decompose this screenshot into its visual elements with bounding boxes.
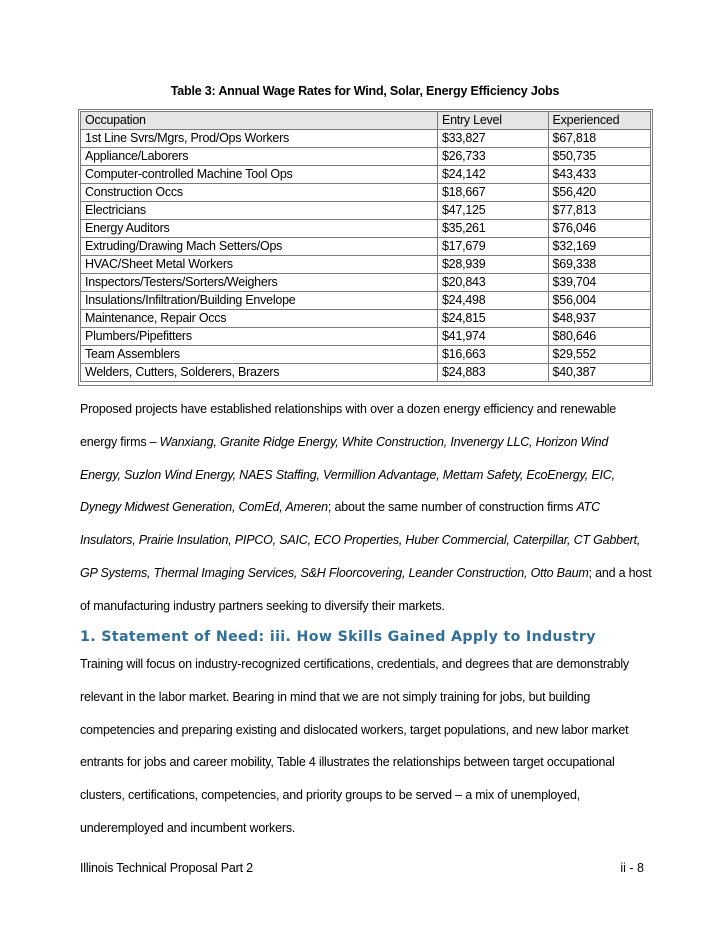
experienced-cell: $39,704 [548, 274, 650, 292]
partner-names: Dynegy Midwest Generation, ComEd, Ameren [80, 500, 328, 515]
entry-level-cell: $16,663 [437, 346, 548, 364]
plain-text: ; about the same number of construction firms [327, 500, 577, 515]
paragraph-line: entrants for jobs and career mobility, Table 4 illustrates the relationships between target occupational [80, 755, 615, 770]
table-row [81, 292, 651, 310]
experienced-cell: $56,004 [548, 292, 650, 310]
paragraph-line: clusters, certifications, competencies, and priority groups to be served – a mix of unemployed, [80, 788, 581, 803]
entry-level-cell: $18,667 [437, 184, 548, 202]
partners-paragraph [80, 393, 655, 623]
plain-text: energy firms – [80, 434, 160, 449]
occupation-cell: Construction Occs [81, 184, 438, 202]
entry-level-cell: $17,679 [437, 238, 548, 256]
entry-level-cell: $24,142 [437, 166, 548, 184]
occupation-cell: HVAC/Sheet Metal Workers [81, 256, 438, 274]
footer-document-title: Illinois Technical Proposal Part 2 [80, 861, 253, 875]
experienced-cell: $43,433 [548, 166, 650, 184]
occupation-cell: Energy Auditors [81, 220, 438, 238]
experienced-cell: $32,169 [548, 238, 650, 256]
occupation-cell: Maintenance, Repair Occs [81, 310, 438, 328]
experienced-cell: $56,420 [548, 184, 650, 202]
partner-names: ATC [576, 500, 600, 515]
paragraph-line [80, 557, 655, 590]
paragraph-line [80, 491, 655, 524]
entry-level-cell: $35,261 [437, 220, 548, 238]
experienced-cell: $29,552 [548, 346, 650, 364]
partner-names: GP Systems, Thermal Imaging Services, S&H Floorcovering, Leander Construction, Otto Baum [80, 565, 589, 580]
paragraph-line: Proposed projects have established relationships with over a dozen energy efficiency and renewable [80, 402, 617, 416]
paragraph-line [80, 426, 655, 459]
table-row [81, 130, 651, 148]
table-row [81, 274, 651, 292]
entry-level-cell: $47,125 [437, 202, 548, 220]
entry-level-cell: $20,843 [437, 274, 548, 292]
column-header-experienced: Experienced [548, 112, 650, 130]
experienced-cell: $50,735 [548, 148, 650, 166]
entry-level-cell: $26,733 [437, 148, 548, 166]
experienced-cell: $48,937 [548, 310, 650, 328]
experienced-cell: $76,046 [548, 220, 650, 238]
experienced-cell: $69,338 [548, 256, 650, 274]
table-body [81, 130, 651, 382]
paragraph-line: underemployed and incumbent workers. [80, 820, 296, 835]
occupation-cell: Insulations/Infiltration/Building Envelope [81, 292, 438, 310]
entry-level-cell: $28,939 [437, 256, 548, 274]
wage-rates-table [80, 111, 651, 382]
occupation-cell: Electricians [81, 202, 438, 220]
occupation-cell: Welders, Cutters, Solderers, Brazers [81, 364, 438, 382]
partner-names: Wanxiang, Granite Ridge Energy, White Construction, Invenergy LLC, Horizon Wind [159, 434, 609, 449]
paragraph-line: of manufacturing industry partners seeking to diversify their markets. [80, 598, 445, 613]
table-row [81, 148, 651, 166]
paragraph-line: relevant in the labor market. Bearing in mind that we are not simply training for jobs, but building [80, 689, 591, 704]
occupation-cell: Team Assemblers [81, 346, 438, 364]
table-row [81, 184, 651, 202]
column-header-entry-level: Entry Level [437, 112, 548, 130]
occupation-cell: Inspectors/Testers/Sorters/Weighers [81, 274, 438, 292]
entry-level-cell: $24,815 [437, 310, 548, 328]
paragraph-line: competencies and preparing existing and dislocated workers, target populations, and new labor market [80, 722, 629, 737]
entry-level-cell: $41,974 [437, 328, 548, 346]
paragraph-line [80, 524, 655, 557]
table-row [81, 202, 651, 220]
table-row [81, 328, 651, 346]
occupation-cell: Appliance/Laborers [81, 148, 438, 166]
table-row [81, 166, 651, 184]
table-row [81, 364, 651, 382]
occupation-cell: Computer-controlled Machine Tool Ops [81, 166, 438, 184]
experienced-cell: $77,813 [548, 202, 650, 220]
experienced-cell: $67,818 [548, 130, 650, 148]
experienced-cell: $40,387 [548, 364, 650, 382]
column-header-occupation: Occupation [81, 112, 438, 130]
occupation-cell: Plumbers/Pipefitters [81, 328, 438, 346]
paragraph-line [80, 459, 655, 492]
occupation-cell: Extruding/Drawing Mach Setters/Ops [81, 238, 438, 256]
training-paragraph [80, 648, 655, 845]
experienced-cell: $80,646 [548, 328, 650, 346]
paragraph-line: Training will focus on industry-recognized certifications, credentials, and degrees that are demonstrably [80, 657, 629, 671]
table-caption: Table 3: Annual Wage Rates for Wind, Solar, Energy Efficiency Jobs [170, 84, 560, 98]
plain-text: ; and a host [588, 565, 652, 580]
table-row [81, 346, 651, 364]
partner-names: Energy, Suzlon Wind Energy, NAES Staffing, Vermillion Advantage, Mettam Safety, EcoEnergy, EIC, [80, 467, 615, 482]
section-heading: 1. Statement of Need: iii. How Skills Gained Apply to Industry [80, 629, 596, 645]
table-row [81, 238, 651, 256]
footer-page-number: ii - 8 [620, 861, 644, 875]
table-row [81, 310, 651, 328]
entry-level-cell: $24,498 [437, 292, 548, 310]
entry-level-cell: $33,827 [437, 130, 548, 148]
occupation-cell: 1st Line Svrs/Mgrs, Prod/Ops Workers [81, 130, 438, 148]
partner-names: Insulators, Prairie Insulation, PIPCO, SAIC, ECO Properties, Huber Commercial, Caterpillar, CT Gabbert, [80, 533, 641, 548]
table-row [81, 256, 651, 274]
table-header-row [81, 112, 651, 130]
entry-level-cell: $24,883 [437, 364, 548, 382]
table-row [81, 220, 651, 238]
